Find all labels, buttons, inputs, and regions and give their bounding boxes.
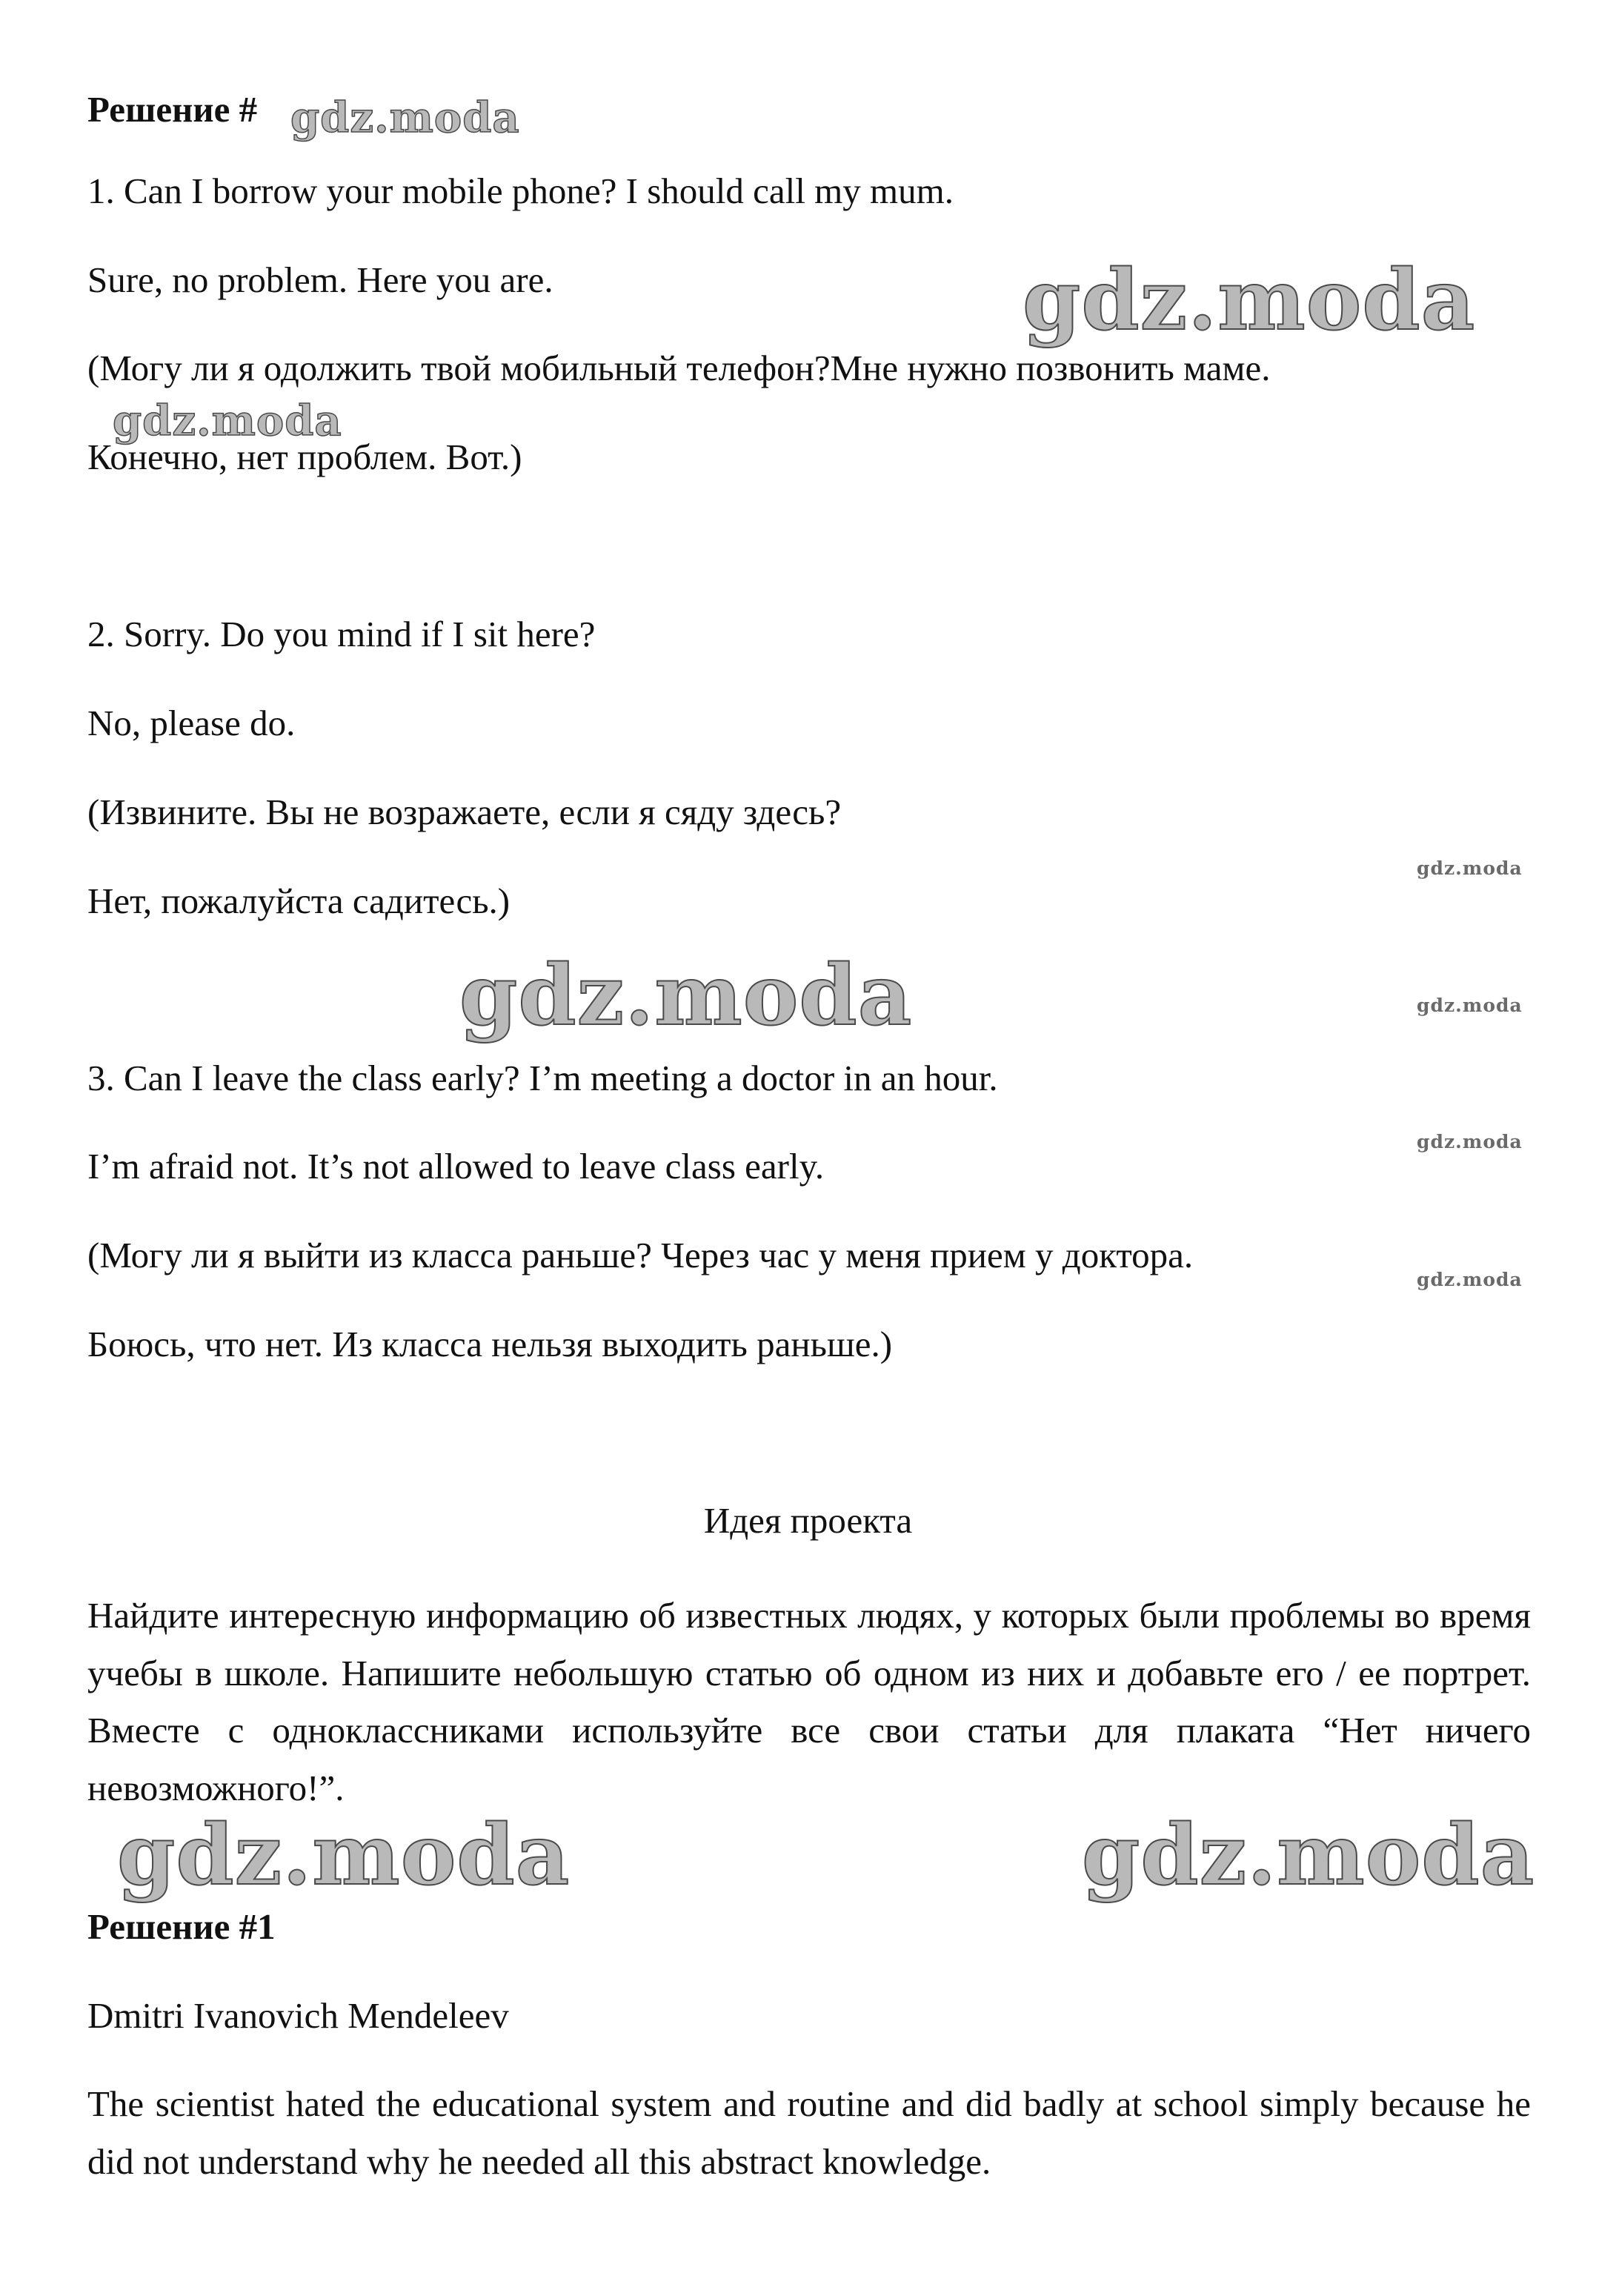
dialog-3-question-en: 3. Can I leave the class early? I’m meeting a doctor in an hour. bbox=[87, 1058, 998, 1098]
watermark-logo: gdz.moda bbox=[459, 947, 913, 1044]
watermark-logo: gdz.moda bbox=[1082, 1807, 1535, 1904]
watermark-logo: gdz.moda bbox=[1417, 857, 1523, 879]
watermark-logo: gdz.moda bbox=[1023, 252, 1476, 349]
dialog-2-question-ru: (Извините. Вы не возражаете, если я сяду здесь? bbox=[87, 792, 842, 832]
dialog-2-answer-ru: Нет, пожалуйста садитесь.) bbox=[87, 880, 511, 921]
dialog-3-question-ru: (Могу ли я выйти из класса раньше? Через час у меня прием у доктора. bbox=[87, 1235, 1194, 1275]
project-description: Найдите интересную информацию об известных людях, у которых были проблемы во время учебы в школе. Напишите небольшую статью об одном из них и добавьте его / ее портрет. Вместе с одноклассниками используйте все свои статьи для плаката “Нет ничего невозможного!”. bbox=[87, 1595, 1531, 1808]
dialog-1-answer-en: Sure, no problem. Here you are. bbox=[87, 259, 553, 300]
watermark-logo: gdz.moda bbox=[1417, 1131, 1523, 1152]
watermark-logo: gdz.moda bbox=[1417, 995, 1523, 1016]
watermark-logo: gdz.moda bbox=[117, 1807, 571, 1904]
project-title: Идея проекта bbox=[703, 1500, 913, 1541]
dialog-1-question-en: 1. Can I borrow your mobile phone? I should call my mum. bbox=[87, 170, 954, 211]
dialog-2-answer-en: No, please do. bbox=[87, 703, 296, 743]
dialog-1-question-ru: (Могу ли я одолжить твой мобильный телефон?Мне нужно позвонить маме. bbox=[87, 348, 1271, 388]
watermark-logo: gdz.moda bbox=[1417, 1269, 1523, 1290]
dialog-3-answer-ru: Боюсь, что нет. Из класса нельзя выходить раньше.) bbox=[87, 1324, 893, 1364]
person-name: Dmitri Ivanovich Mendeleev bbox=[87, 1995, 509, 2036]
solution-heading: Решение # bbox=[87, 89, 258, 130]
solution-1-heading: Решение #1 bbox=[87, 1906, 276, 1947]
watermark-logo: gdz.moda bbox=[113, 397, 342, 445]
dialog-1-answer-ru: Конечно, нет проблем. Вот.) bbox=[87, 437, 522, 477]
dialog-2-question-en: 2. Sorry. Do you mind if I sit here? bbox=[87, 614, 596, 654]
dialog-3-answer-en: I’m afraid not. It’s not allowed to leave class early. bbox=[87, 1146, 825, 1187]
watermark-logo: gdz.moda bbox=[290, 93, 520, 142]
solution-1-text: The scientist hated the educational system and routine and did badly at school simply because he did not understand why he needed all this abstract knowledge. bbox=[87, 2083, 1531, 2182]
